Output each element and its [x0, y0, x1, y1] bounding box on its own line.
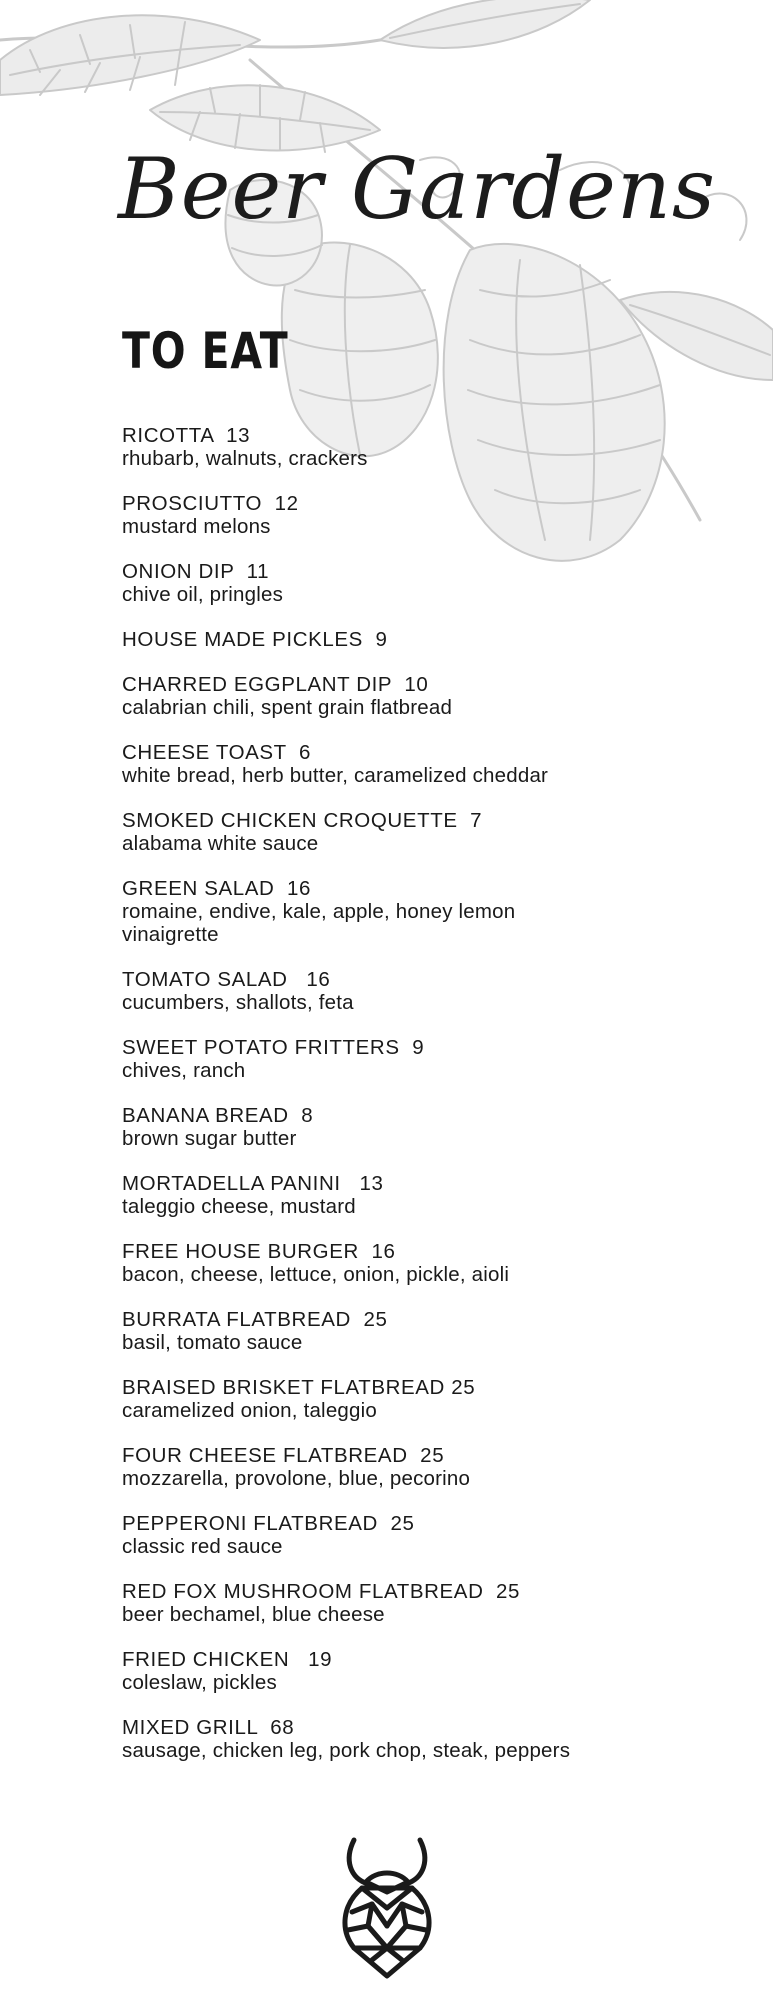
menu-item [122, 877, 682, 946]
menu-item [122, 741, 682, 787]
menu-item-description: romaine, endive, kale, apple, honey lemon vinaigrette [122, 900, 516, 946]
menu-item-description: coleslaw, pickles [122, 1671, 277, 1694]
section-heading-to-eat: TO EAT [122, 322, 289, 380]
menu-item-name-price: FREE HOUSE BURGER 16 [122, 1240, 396, 1263]
menu-item [122, 1512, 682, 1558]
menu-item [122, 1376, 682, 1422]
menu-item-name-price: BRAISED BRISKET FLATBREAD 25 [122, 1376, 476, 1399]
menu-item-name-price: BURRATA FLATBREAD 25 [122, 1308, 388, 1331]
menu-item-name-price: FOUR CHEESE FLATBREAD 25 [122, 1444, 445, 1467]
menu-item-description: caramelized onion, taleggio [122, 1399, 377, 1422]
menu-item [122, 424, 682, 470]
menu-item-name-price: PEPPERONI FLATBREAD 25 [122, 1512, 415, 1535]
menu-item-name-price: HOUSE MADE PICKLES 9 [122, 628, 388, 651]
menu-item-description: classic red sauce [122, 1535, 283, 1558]
menu-item [122, 1580, 682, 1626]
menu-item-description: brown sugar butter [122, 1127, 297, 1150]
menu-item-description: calabrian chili, spent grain flatbread [122, 696, 453, 719]
horned-hop-logo-icon [332, 1830, 442, 1980]
menu-item-description: cucumbers, shallots, feta [122, 991, 354, 1014]
menu-item-description: mozzarella, provolone, blue, pecorino [122, 1467, 471, 1490]
menu-item-description: taleggio cheese, mustard [122, 1195, 356, 1218]
menu-item-name-price: SMOKED CHICKEN CROQUETTE 7 [122, 809, 483, 832]
menu-item [122, 968, 682, 1014]
menu-item-name-price: ONION DIP 11 [122, 560, 270, 583]
menu-item [122, 1716, 682, 1762]
menu-item-name-price: TOMATO SALAD 16 [122, 968, 331, 991]
menu-item [122, 492, 682, 538]
menu-item-description: bacon, cheese, lettuce, onion, pickle, aioli [122, 1263, 510, 1286]
menu-item-description: chives, ranch [122, 1059, 246, 1082]
menu-items-list [122, 424, 682, 1784]
menu-item-description: mustard melons [122, 515, 271, 538]
menu-item-description: rhubarb, walnuts, crackers [122, 447, 368, 470]
menu-item-name-price: MIXED GRILL 68 [122, 1716, 295, 1739]
menu-item-description: sausage, chicken leg, pork chop, steak, peppers [122, 1739, 571, 1762]
menu-item-name-price: FRIED CHICKEN 19 [122, 1648, 333, 1671]
menu-item-description: basil, tomato sauce [122, 1331, 303, 1354]
menu-item [122, 1104, 682, 1150]
menu-item-description: alabama white sauce [122, 832, 319, 855]
menu-item [122, 1648, 682, 1694]
menu-item-description: chive oil, pringles [122, 583, 284, 606]
menu-item-description: beer bechamel, blue cheese [122, 1603, 385, 1626]
menu-title: Beer Gardens [118, 140, 717, 238]
menu-item [122, 1240, 682, 1286]
menu-item-name-price: RICOTTA 13 [122, 424, 251, 447]
menu-item-name-price: GREEN SALAD 16 [122, 877, 312, 900]
menu-item [122, 628, 682, 651]
menu-item [122, 1036, 682, 1082]
menu-item-name-price: MORTADELLA PANINI 13 [122, 1172, 384, 1195]
menu-item [122, 560, 682, 606]
menu-item-name-price: CHARRED EGGPLANT DIP 10 [122, 673, 429, 696]
menu-item [122, 1308, 682, 1354]
menu-item [122, 673, 682, 719]
menu-item-name-price: RED FOX MUSHROOM FLATBREAD 25 [122, 1580, 521, 1603]
menu-item-name-price: CHEESE TOAST 6 [122, 741, 312, 764]
menu-item-description: white bread, herb butter, caramelized cheddar [122, 764, 549, 787]
menu-item-name-price: BANANA BREAD 8 [122, 1104, 314, 1127]
menu-item [122, 1172, 682, 1218]
menu-item-name-price: SWEET POTATO FRITTERS 9 [122, 1036, 425, 1059]
menu-item [122, 1444, 682, 1490]
menu-item-name-price: PROSCIUTTO 12 [122, 492, 299, 515]
menu-item [122, 809, 682, 855]
